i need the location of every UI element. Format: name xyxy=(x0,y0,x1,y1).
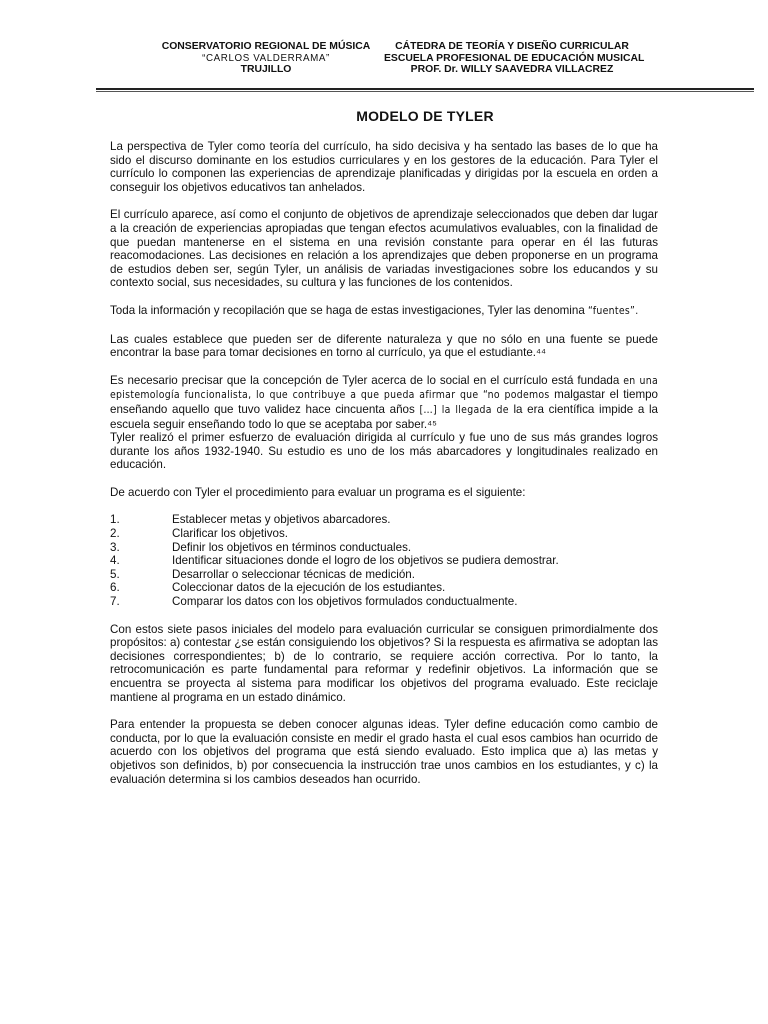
list-item xyxy=(110,554,658,568)
paragraph-5-part-f: Tyler realizó el primer esfuerzo de evaluación dirigida al currículo y fue uno de sus más grandes logros durante los años 1932-1940. Su estudio es uno de los más abarcadores y longitudinales realizado en educación. xyxy=(110,431,658,472)
step-text: Coleccionar datos de la ejecución de los estudiantes. xyxy=(172,581,446,595)
step-text: Clarificar los objetivos. xyxy=(172,527,288,541)
list-item xyxy=(110,541,658,555)
paragraph-2: El currículo aparece, así como el conjunto de objetivos de aprendizaje seleccionados que deben dar lugar a la creación de experiencias apropiadas que tengan efectos acumulativos evaluables, con la finalidad de que puedan mantenerse en el sistema en una revisión constante para operar en él las futuras reacomodaciones. Las decisiones en relación a los aprendizajes que deben proponerse en un programa de estudios deben ser, según Tyler, un análisis de variadas investigaciones sobre los educandos y su contexto social, sus necesidades, su cultura y las funciones de los contenidos. xyxy=(110,208,658,290)
step-text: Establecer metas y objetivos abarcadores. xyxy=(172,513,391,527)
step-number: 1. xyxy=(110,513,120,527)
paragraph-7: Con estos siete pasos iniciales del modelo para evaluación curricular se consiguen primordialmente dos propósitos: a) contestar ¿se están consiguiendo los objetivos? Si la respuesta es afirmativa se adoptan las decisiones correspondientes; b) de lo contrario, se requiere acción correctiva. Por lo tanto, la retrocomunicación es parte fundamental para reformar y redefinir objetivos. La información que se encuentra se proyecta al sistema para modificar los objetivos del programa evaluado. Este reciclaje mantiene al programa en un estado dinámico. xyxy=(110,622,658,704)
paragraph-3 xyxy=(110,304,658,319)
header-course-name: CÁTEDRA DE TEORÍA Y DISEÑO CURRICULAR xyxy=(395,41,629,52)
paragraph-4: Las cuales establece que pueden ser de diferente naturaleza y que no sólo en una fuente se puede encontrar la base para tomar decisiones en torno al currículo, ya que el estudiante.⁴⁴ xyxy=(110,332,658,360)
list-item xyxy=(110,568,658,582)
header-city: TRUJILLO xyxy=(240,64,292,75)
header-course xyxy=(384,41,645,76)
step-number: 3. xyxy=(110,540,120,554)
page-header xyxy=(96,40,754,90)
step-text: Identificar situaciones donde el logro de los objetivos se pudiera demostrar. xyxy=(172,554,559,568)
paragraph-5-part-b: en una epistemología funcionalista, lo que contribuye a que pueda afirmar que “no podemos xyxy=(110,374,658,402)
document-title: MODELO DE TYLER xyxy=(356,108,494,124)
step-number: 5. xyxy=(110,567,120,581)
paragraph-5-part-d: […] la llegada de xyxy=(419,403,509,416)
header-institution-subtitle: “CARLOS VALDERRAMA” xyxy=(202,52,330,64)
paragraph-3-quote: “fuentes”. xyxy=(588,304,639,317)
step-text: Desarrollar o seleccionar técnicas de medición. xyxy=(172,567,415,581)
step-text: Comparar los datos con los objetivos formulados conductualmente. xyxy=(172,595,518,609)
paragraph-3-text: Toda la información y recopilación que se haga de estas investigaciones, Tyler las denomina xyxy=(110,303,585,317)
step-number: 7. xyxy=(110,595,120,609)
paragraph-5-part-e: la era científica impide a la escuela seguir enseñando todo lo que se aceptaba por saber.⁴⁵ xyxy=(110,402,658,431)
header-school-name: ESCUELA PROFESIONAL DE EDUCACIÓN MUSICAL xyxy=(384,52,645,64)
list-item xyxy=(110,581,658,595)
list-item xyxy=(110,527,658,541)
paragraph-6: De acuerdo con Tyler el procedimiento para evaluar un programa es el siguiente: xyxy=(110,485,526,499)
step-text: Definir los objetivos en términos conductuales. xyxy=(172,540,412,554)
header-institution xyxy=(146,41,386,76)
list-item xyxy=(110,513,658,527)
step-number: 4. xyxy=(110,554,120,568)
header-rule-thin xyxy=(96,91,754,92)
paragraph-5-part-c: malgastar el tiempo enseñando aquello que tuvo validez hace cincuenta años xyxy=(110,388,658,416)
paragraph-1: La perspectiva de Tyler como teoría del currículo, ha sido decisiva y ha sentado las bases de lo que ha sido el discurso dominante en los estudios curriculares y en los gestores de la educación. Para Tyler el currículo lo componen las experiencias de aprendizaje planificadas y dirigidas por la escuela en orden a conseguir los objetivos educativos tan anhelados. xyxy=(110,140,658,194)
step-number: 6. xyxy=(110,581,120,595)
paragraph-5-part-a: Es necesario precisar que la concepción de Tyler acerca de lo social en el currículo está fundada xyxy=(110,373,620,387)
step-number: 2. xyxy=(110,527,120,541)
paragraph-8: Para entender la propuesta se deben conocer algunas ideas. Tyler define educación como cambio de conducta, por lo que la evaluación consiste en medir el grado hasta el cual esos cambios han ocurrido de acuerdo con los objetivos del programa que está siendo evaluado. Esto implica que a) las metas y objetivos son definidos, b) por consecuencia la instrucción trae unos cambios en los estudiantes, y c) la evaluación determina si los cambios deseados han ocurrido. xyxy=(110,718,658,786)
header-rule-thick xyxy=(96,88,754,90)
paragraph-5 xyxy=(110,374,658,472)
list-item xyxy=(110,595,658,609)
header-institution-name: CONSERVATORIO REGIONAL DE MÚSICA xyxy=(161,41,371,52)
steps-list xyxy=(110,513,658,608)
header-professor: PROF. Dr. WILLY SAAVEDRA VILLACREZ xyxy=(410,64,614,75)
document-body xyxy=(110,140,658,800)
